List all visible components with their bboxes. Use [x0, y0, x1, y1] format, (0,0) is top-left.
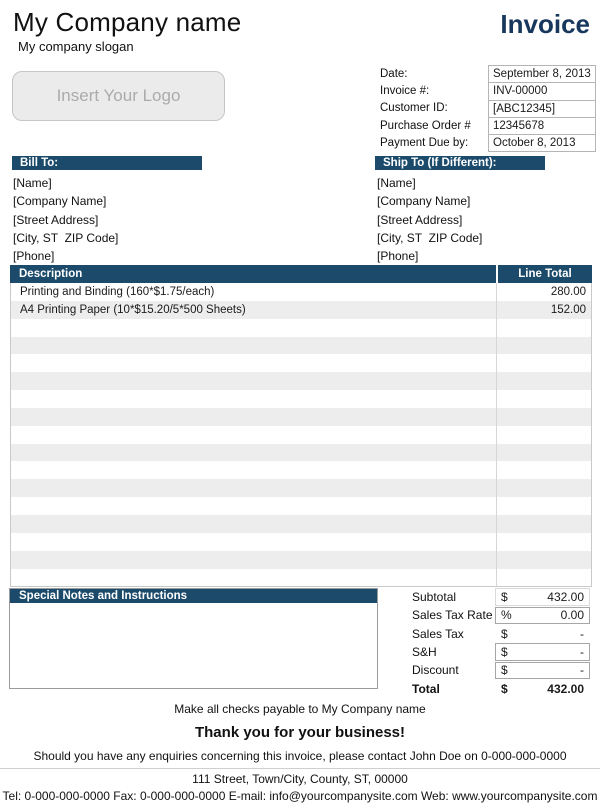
- totals-row: [412, 588, 590, 606]
- ship-to-line[interactable]: [Name]: [377, 176, 416, 191]
- line-total-cell[interactable]: [496, 444, 591, 462]
- meta-field-label: Date:: [380, 67, 408, 80]
- enquiries-note: Should you have any enquiries concerning this invoice, please contact John Doe on 0-000-000-0000: [33, 749, 567, 763]
- table-row: [11, 426, 591, 444]
- table-row: [11, 337, 591, 355]
- line-total-cell[interactable]: [496, 408, 591, 426]
- line-total-cell[interactable]: [496, 461, 591, 479]
- currency-symbol: $: [501, 590, 508, 605]
- bill-to-title: Bill To:: [20, 157, 59, 169]
- meta-field-row: [380, 100, 596, 117]
- totals-value: 432.00: [547, 590, 584, 605]
- description-cell[interactable]: [11, 497, 496, 515]
- totals-value-box[interactable]: [495, 662, 590, 680]
- line-total-cell[interactable]: [496, 533, 591, 551]
- description-cell[interactable]: [11, 426, 496, 444]
- line-total-cell[interactable]: [496, 569, 591, 587]
- totals: [412, 588, 590, 698]
- table-row: [11, 319, 591, 337]
- description-cell[interactable]: [11, 551, 496, 569]
- totals-row: [412, 679, 590, 697]
- table-row: [11, 444, 591, 462]
- table-row: [11, 461, 591, 479]
- footer-divider: [0, 768, 600, 769]
- meta-field-value[interactable]: 12345678: [488, 117, 596, 135]
- totals-label: S&H: [412, 645, 437, 660]
- special-notes-box[interactable]: [10, 603, 377, 688]
- special-notes-title: Special Notes and Instructions: [19, 590, 188, 602]
- totals-label: Sales Tax: [412, 626, 464, 641]
- logo-placeholder-label: Insert Your Logo: [56, 86, 181, 105]
- thank-you-message: Thank you for your business!: [194, 724, 406, 741]
- bill-to-line[interactable]: [City, ST ZIP Code]: [13, 231, 119, 246]
- meta-field-value[interactable]: October 8, 2013: [488, 134, 596, 152]
- company-slogan: My company slogan: [18, 39, 134, 54]
- meta-field-value[interactable]: INV-00000: [488, 82, 596, 100]
- bill-to-line[interactable]: [Street Address]: [13, 212, 99, 227]
- table-row: [11, 372, 591, 390]
- table-row: [11, 515, 591, 533]
- line-total-cell[interactable]: [496, 479, 591, 497]
- description-cell[interactable]: [11, 533, 496, 551]
- totals-label: Total: [412, 681, 440, 696]
- description-cell[interactable]: A4 Printing Paper (10*$15.20/5*500 Sheets): [20, 303, 246, 316]
- description-cell[interactable]: [11, 515, 496, 533]
- meta-field-row: [380, 82, 596, 99]
- table-row: [11, 551, 591, 569]
- totals-value-box[interactable]: [495, 643, 590, 661]
- totals-row: [412, 643, 590, 661]
- bill-to-line[interactable]: [Phone]: [13, 249, 55, 264]
- meta-field-value[interactable]: [ABC12345]: [488, 100, 596, 118]
- invoice-meta-fields: [380, 65, 596, 151]
- description-cell[interactable]: Printing and Binding (160*$1.75/each): [20, 285, 215, 298]
- invoice-title: Invoice: [500, 9, 590, 39]
- description-cell[interactable]: [11, 390, 496, 408]
- totals-value-box[interactable]: [495, 607, 590, 625]
- ship-to-header: [375, 156, 545, 170]
- totals-value: 432.00: [547, 681, 584, 696]
- description-cell[interactable]: [11, 372, 496, 390]
- currency-symbol: $: [501, 645, 508, 660]
- totals-value: -: [580, 663, 584, 678]
- line-total-cell[interactable]: [496, 497, 591, 515]
- special-notes: [9, 588, 378, 689]
- totals-value: -: [580, 645, 584, 660]
- description-cell[interactable]: [11, 569, 496, 587]
- table-row: [11, 408, 591, 426]
- company-contact-line: Tel: 0-000-000-0000 Fax: 0-000-000-0000 E-mail: info@yourcompanysite.com Web: www.yourcompanysite.com: [2, 789, 598, 803]
- ship-to-line[interactable]: [Company Name]: [377, 194, 471, 209]
- totals-value: -: [580, 626, 584, 641]
- line-total-cell[interactable]: [496, 551, 591, 569]
- table-row: [11, 354, 591, 372]
- totals-row: [412, 625, 590, 643]
- line-total-cell[interactable]: [496, 426, 591, 444]
- currency-symbol: %: [501, 608, 512, 623]
- bill-to-line[interactable]: [Name]: [13, 176, 52, 191]
- meta-field-row: [380, 117, 596, 134]
- totals-value-box[interactable]: [495, 625, 590, 643]
- company-address: 111 Street, Town/City, County, ST, 00000: [192, 772, 408, 786]
- column-header-line-total: Line Total: [496, 265, 592, 283]
- line-total-cell[interactable]: [496, 337, 591, 355]
- bill-to-lines: [13, 174, 118, 265]
- meta-field-label: Payment Due by:: [380, 136, 469, 149]
- line-total-cell[interactable]: [496, 390, 591, 408]
- special-notes-header: [10, 589, 377, 603]
- totals-label: Discount: [412, 663, 459, 678]
- meta-field-row: [380, 65, 596, 82]
- currency-symbol: $: [501, 663, 508, 678]
- description-cell[interactable]: [11, 461, 496, 479]
- line-total-cell[interactable]: 280.00: [496, 283, 591, 301]
- description-cell[interactable]: [11, 337, 496, 355]
- checks-payable-note: Make all checks payable to My Company name: [174, 702, 426, 716]
- table-row: [11, 569, 591, 587]
- description-cell[interactable]: [11, 408, 496, 426]
- logo-placeholder[interactable]: [12, 71, 225, 121]
- currency-symbol: $: [501, 626, 508, 641]
- table-row: [11, 301, 591, 319]
- meta-field-label: Customer ID:: [380, 102, 448, 115]
- totals-value-box[interactable]: [495, 588, 590, 606]
- line-total-cell[interactable]: [496, 354, 591, 372]
- line-total-cell[interactable]: 152.00: [496, 301, 591, 319]
- currency-symbol: $: [501, 681, 508, 696]
- totals-value: 0.00: [560, 608, 584, 623]
- meta-field-row: [380, 134, 596, 151]
- ship-to-lines: [377, 174, 482, 265]
- bill-to-line[interactable]: [Company Name]: [13, 194, 107, 209]
- company-name: My Company name: [13, 7, 242, 37]
- ship-to-line[interactable]: [Phone]: [377, 249, 419, 264]
- table-row: [11, 479, 591, 497]
- line-total-cell[interactable]: [496, 319, 591, 337]
- description-cell[interactable]: [11, 319, 496, 337]
- meta-field-label: Purchase Order #: [380, 119, 471, 132]
- description-cell[interactable]: [11, 354, 496, 372]
- ship-to-line[interactable]: [City, ST ZIP Code]: [377, 231, 483, 246]
- items-table-body: [10, 283, 592, 587]
- totals-row: [412, 606, 590, 624]
- table-row: [11, 497, 591, 515]
- totals-value-box[interactable]: [495, 680, 590, 698]
- totals-row: [412, 661, 590, 679]
- table-row: [11, 533, 591, 551]
- items-table: [10, 265, 592, 587]
- items-table-header: [10, 265, 592, 283]
- description-cell[interactable]: [11, 444, 496, 462]
- ship-to-title: Ship To (If Different):: [383, 157, 497, 169]
- table-row: [11, 283, 591, 301]
- meta-field-label: Invoice #:: [380, 84, 430, 97]
- column-header-description: Description: [19, 268, 83, 280]
- line-total-cell[interactable]: [496, 515, 591, 533]
- meta-field-value[interactable]: September 8, 2013: [488, 65, 596, 83]
- totals-label: Subtotal: [412, 590, 457, 605]
- table-row: [11, 390, 591, 408]
- totals-label: Sales Tax Rate: [412, 608, 493, 623]
- description-cell[interactable]: [11, 479, 496, 497]
- ship-to-line[interactable]: [Street Address]: [377, 212, 463, 227]
- bill-to-header: [12, 156, 202, 170]
- line-total-cell[interactable]: [496, 372, 591, 390]
